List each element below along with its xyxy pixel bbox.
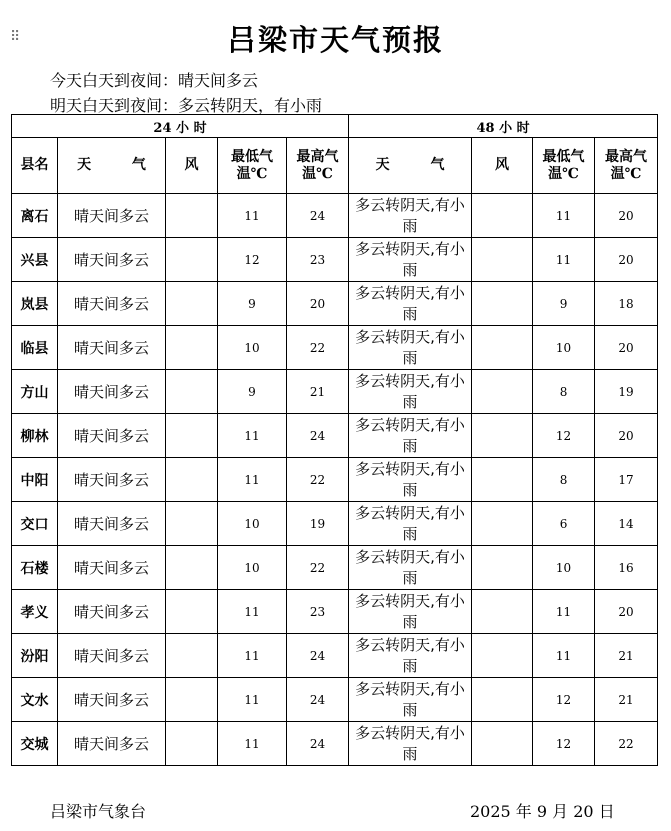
table-row [12,634,658,678]
header-max-temp-24h: 最高气温℃ [287,138,349,194]
weather-24h-cell: 晴天间多云 [58,502,166,546]
min-temp-24h-cell: 12 [218,238,287,282]
weather-24h-cell: 晴天间多云 [58,678,166,722]
min-temp-24h-cell: 11 [218,590,287,634]
header-min-temp-48h: 最低气温℃ [533,138,595,194]
weather-48h-cell: 多云转阴天,有小雨 [349,238,472,282]
weather-24h-cell: 晴天间多云 [58,458,166,502]
drag-handle-icon[interactable]: ⠿ [10,29,20,45]
county-cell: 汾阳 [12,634,58,678]
max-temp-48h-cell: 20 [595,326,658,370]
county-cell: 岚县 [12,282,58,326]
min-temp-48h-cell: 11 [533,590,595,634]
min-temp-24h-cell: 10 [218,326,287,370]
wind-24h-cell [166,634,218,678]
weather-48h-cell: 多云转阴天,有小雨 [349,546,472,590]
wind-24h-cell [166,326,218,370]
max-temp-24h-cell: 22 [287,546,349,590]
max-temp-24h-cell: 24 [287,194,349,238]
weather-48h-cell: 多云转阴天,有小雨 [349,722,472,766]
weather-24h-cell: 晴天间多云 [58,634,166,678]
weather-48h-cell: 多云转阴天,有小雨 [349,678,472,722]
min-temp-48h-cell: 11 [533,634,595,678]
county-cell: 交口 [12,502,58,546]
table-row [12,546,658,590]
header-max-temp-48h: 最高气温℃ [595,138,658,194]
weather-48h-cell: 多云转阴天,有小雨 [349,414,472,458]
min-temp-48h-cell: 6 [533,502,595,546]
min-temp-48h-cell: 9 [533,282,595,326]
min-temp-48h-cell: 8 [533,370,595,414]
min-temp-48h-cell: 12 [533,722,595,766]
weather-24h-cell: 晴天间多云 [58,194,166,238]
max-temp-24h-cell: 24 [287,722,349,766]
max-temp-24h-cell: 22 [287,326,349,370]
weather-24h-cell: 晴天间多云 [58,546,166,590]
weather-24h-cell: 晴天间多云 [58,238,166,282]
header-min-temp-24h: 最低气温℃ [218,138,287,194]
wind-48h-cell [472,414,533,458]
wind-48h-cell [472,370,533,414]
min-temp-48h-cell: 10 [533,546,595,590]
weather-48h-cell: 多云转阴天,有小雨 [349,370,472,414]
table-row [12,590,658,634]
max-temp-24h-cell: 24 [287,678,349,722]
county-cell: 石楼 [12,546,58,590]
table-row [12,722,658,766]
max-temp-48h-cell: 14 [595,502,658,546]
issuer-label: 吕梁市气象台 [50,802,147,821]
header-24h: 24 小 时 [12,115,349,138]
forecast-table [11,114,658,766]
county-cell: 兴县 [12,238,58,282]
wind-48h-cell [472,678,533,722]
county-cell: 中阳 [12,458,58,502]
max-temp-48h-cell: 16 [595,546,658,590]
min-temp-24h-cell: 9 [218,370,287,414]
max-temp-48h-cell: 20 [595,238,658,282]
weather-48h-cell: 多云转阴天,有小雨 [349,194,472,238]
max-temp-48h-cell: 20 [595,414,658,458]
wind-48h-cell [472,458,533,502]
min-temp-24h-cell: 11 [218,634,287,678]
max-temp-48h-cell: 20 [595,590,658,634]
weather-48h-cell: 多云转阴天,有小雨 [349,502,472,546]
table-row [12,238,658,282]
weather-48h-cell: 多云转阴天,有小雨 [349,326,472,370]
max-temp-24h-cell: 21 [287,370,349,414]
header-weather-24h: 天 气 [58,138,166,194]
wind-24h-cell [166,502,218,546]
table-row [12,282,658,326]
min-temp-48h-cell: 10 [533,326,595,370]
county-cell: 临县 [12,326,58,370]
max-temp-24h-cell: 24 [287,634,349,678]
wind-48h-cell [472,238,533,282]
min-temp-48h-cell: 11 [533,194,595,238]
header-weather-48h: 天 气 [349,138,472,194]
table-row [12,502,658,546]
wind-48h-cell [472,194,533,238]
wind-48h-cell [472,282,533,326]
header-48h: 48 小 时 [349,115,658,138]
min-temp-48h-cell: 8 [533,458,595,502]
header-county: 县名 [12,138,58,194]
max-temp-24h-cell: 19 [287,502,349,546]
county-cell: 离石 [12,194,58,238]
issue-date: 2025 年 9 月 20 日 [470,802,615,821]
county-cell: 交城 [12,722,58,766]
table-row [12,326,658,370]
wind-48h-cell [472,326,533,370]
wind-24h-cell [166,370,218,414]
wind-48h-cell [472,722,533,766]
min-temp-48h-cell: 12 [533,414,595,458]
wind-48h-cell [472,634,533,678]
weather-24h-cell: 晴天间多云 [58,370,166,414]
min-temp-48h-cell: 12 [533,678,595,722]
wind-24h-cell [166,282,218,326]
max-temp-48h-cell: 21 [595,634,658,678]
header-wind-24h: 风 [166,138,218,194]
wind-24h-cell [166,414,218,458]
weather-24h-cell: 晴天间多云 [58,282,166,326]
min-temp-24h-cell: 9 [218,282,287,326]
weather-48h-cell: 多云转阴天,有小雨 [349,590,472,634]
min-temp-48h-cell: 11 [533,238,595,282]
wind-24h-cell [166,546,218,590]
min-temp-24h-cell: 11 [218,414,287,458]
table-row [12,370,658,414]
min-temp-24h-cell: 11 [218,458,287,502]
wind-24h-cell [166,722,218,766]
weather-48h-cell: 多云转阴天,有小雨 [349,458,472,502]
wind-24h-cell [166,238,218,282]
table-row [12,678,658,722]
max-temp-48h-cell: 21 [595,678,658,722]
wind-24h-cell [166,678,218,722]
page-title: 吕梁市天气预报 [226,23,444,57]
max-temp-48h-cell: 17 [595,458,658,502]
min-temp-24h-cell: 11 [218,678,287,722]
wind-24h-cell [166,458,218,502]
county-cell: 方山 [12,370,58,414]
wind-48h-cell [472,502,533,546]
wind-48h-cell [472,546,533,590]
weather-24h-cell: 晴天间多云 [58,326,166,370]
max-temp-24h-cell: 23 [287,590,349,634]
table-row [12,458,658,502]
weather-48h-cell: 多云转阴天,有小雨 [349,282,472,326]
max-temp-24h-cell: 24 [287,414,349,458]
county-cell: 文水 [12,678,58,722]
min-temp-24h-cell: 11 [218,722,287,766]
county-cell: 孝义 [12,590,58,634]
weather-24h-cell: 晴天间多云 [58,414,166,458]
county-cell: 柳林 [12,414,58,458]
weather-48h-cell: 多云转阴天,有小雨 [349,634,472,678]
max-temp-24h-cell: 23 [287,238,349,282]
min-temp-24h-cell: 10 [218,546,287,590]
max-temp-24h-cell: 20 [287,282,349,326]
wind-24h-cell [166,194,218,238]
wind-24h-cell [166,590,218,634]
weather-24h-cell: 晴天间多云 [58,722,166,766]
max-temp-48h-cell: 20 [595,194,658,238]
header-wind-48h: 风 [472,138,533,194]
table-row [12,414,658,458]
max-temp-48h-cell: 19 [595,370,658,414]
wind-48h-cell [472,590,533,634]
summary-today: 今天白天到夜间：晴天间多云 [50,71,259,90]
min-temp-24h-cell: 10 [218,502,287,546]
summary-tomorrow: 明天白天到夜间：多云转阴天，有小雨 [50,96,323,115]
max-temp-48h-cell: 18 [595,282,658,326]
min-temp-24h-cell: 11 [218,194,287,238]
table-row [12,194,658,238]
max-temp-48h-cell: 22 [595,722,658,766]
max-temp-24h-cell: 22 [287,458,349,502]
weather-24h-cell: 晴天间多云 [58,590,166,634]
